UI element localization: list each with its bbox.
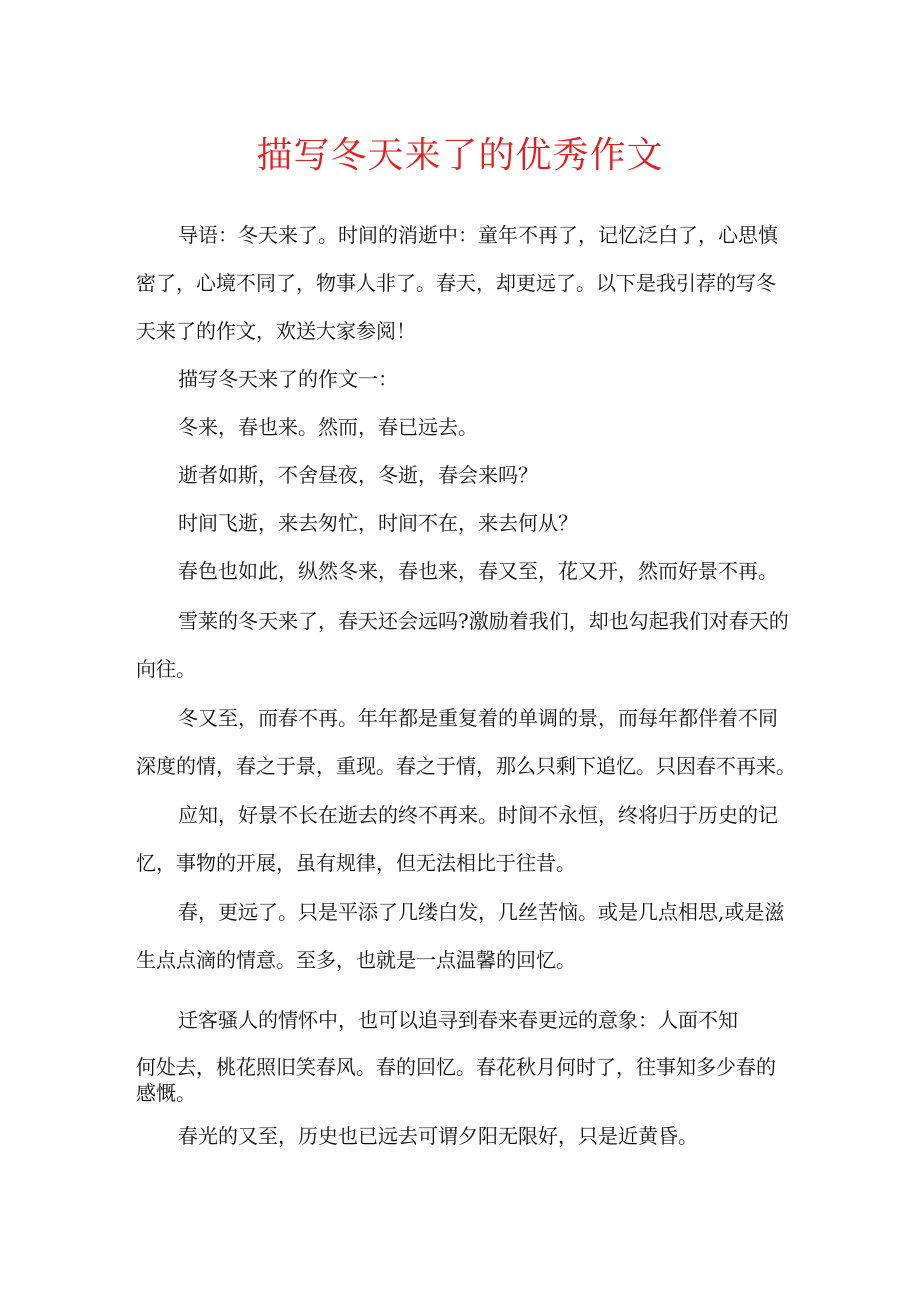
text-line: 描写冬天来了的作文一：: [178, 367, 398, 391]
text-line: 春色也如此，纵然冬来，春也来，春又至，花又开，然而好景不再。: [178, 559, 778, 583]
text-line: 时间飞逝，来去匆忙，时间不在，来去何从？: [178, 511, 578, 535]
paragraph-intro: [136, 211, 796, 355]
text-line: 应知，好景不长在逝去的终不再来。时间不永恒，终将归于历史的记: [178, 803, 778, 827]
paragraph: [136, 791, 796, 887]
text-line: 何处去，桃花照旧笑春风。春的回忆。春花秋月何时了，往事知多少春的: [136, 1055, 776, 1079]
text-line: 雪莱的冬天来了，春天还会远吗?激励着我们，却也勾起我们对春天的: [178, 609, 789, 633]
text-line: 忆，事物的开展，虽有规律，但无法相比于往昔。: [136, 851, 576, 875]
text-line: 天来了的作文，欢送大家参阅！: [136, 319, 416, 343]
text-line: 迁客骚人的情怀中，也可以追寻到春来春更远的意象：人面不知: [178, 1008, 738, 1032]
text-line: 感慨。: [136, 1081, 196, 1105]
document-title: 描写冬天来了的优秀作文: [256, 135, 664, 176]
text-line: 冬又至，而春不再。年年都是重复着的单调的景，而每年都伴着不同: [178, 706, 778, 730]
paragraph: [136, 1054, 796, 1106]
text-line: 春，更远了。只是平添了几缕白发，几丝苦恼。或是几点相思,或是滋: [178, 900, 785, 924]
text-line: 逝者如斯，不舍昼夜，冬逝，春会来吗？: [178, 463, 538, 487]
paragraph: [136, 1112, 796, 1160]
text-line: 生点点滴的情意。至多，也就是一点温馨的回忆。: [136, 948, 576, 972]
paragraph-heading-essay-one: [136, 355, 796, 403]
text-line: 导语：冬天来了。时间的消逝中：童年不再了，记忆泛白了，心思慎: [178, 223, 778, 247]
text-line: 向往。: [136, 657, 196, 681]
text-line: 春光的又至，历史也已远去可谓夕阳无限好，只是近黄昏。: [178, 1124, 698, 1148]
text-line: 密了，心境不同了，物事人非了。春天，却更远了。以下是我引荐的写冬: [136, 271, 776, 295]
paragraph: [136, 547, 796, 595]
paragraph: [136, 694, 796, 790]
paragraph: [136, 888, 796, 984]
paragraph: [136, 451, 796, 499]
paragraph: [136, 499, 796, 547]
text-line: 深度的情，春之于景，重现。春之于情，那么只剩下追忆。只因春不再来。: [136, 754, 796, 778]
paragraph: [136, 597, 796, 693]
text-line: 冬来，春也来。然而，春已远去。: [178, 415, 478, 439]
paragraph: [136, 403, 796, 451]
paragraph: [136, 996, 796, 1044]
